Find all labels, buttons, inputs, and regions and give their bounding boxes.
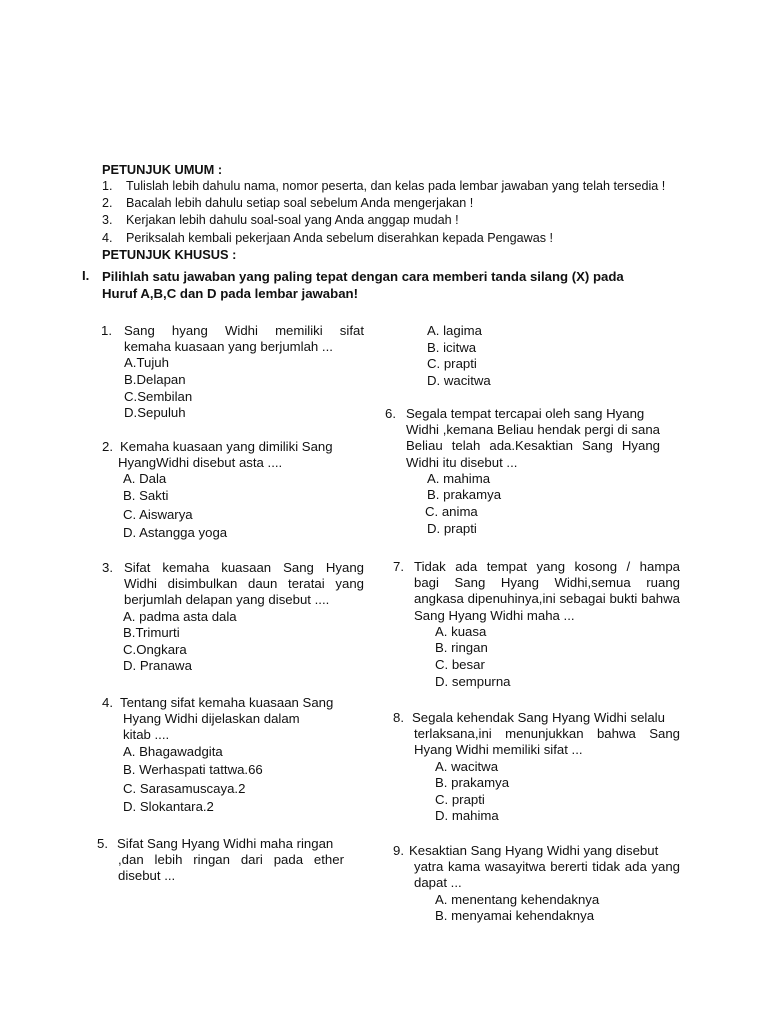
general-instruction-item: 4. Periksalah kembali pekerjaan Anda sebelum diserahkan kepada Pengawas !: [102, 231, 554, 245]
question-5-options: [427, 323, 491, 389]
option-c[interactable]: C. prapti: [427, 356, 477, 372]
question-stem: 3. Sifat kemaha kuasaan Sang Hyang Widhi disimbulkan daun teratai yang berjumlah delapan yang disebut ....: [102, 560, 364, 608]
option-d[interactable]: D. Astangga yoga: [123, 525, 228, 541]
question-stem: 8. Segala kehendak Sang Hyang Widhi selalu terlaksana,ini menunjukkan bahwa Sang Hyang Widhi memiliki sifat ...: [393, 710, 680, 758]
option-b[interactable]: B. prakamya: [427, 487, 502, 503]
question-stem: 6. Segala tempat tercapai oleh sang Hyang Widhi ,kemana Beliau hendak pergi di sana Beliau telah ada.Kesaktian Sang Hyang Widhi itu disebut ...: [385, 406, 660, 470]
option-d[interactable]: D.Sepuluh: [124, 405, 186, 421]
question-stem: 2. Kemaha kuasaan yang dimiliki Sang HyangWidhi disebut asta ....: [102, 439, 333, 471]
option-b[interactable]: B. Sakti: [123, 488, 169, 503]
option-b[interactable]: B. Werhaspati tattwa.66: [123, 762, 263, 778]
option-d[interactable]: D. Slokantara.2: [123, 799, 214, 815]
option-a[interactable]: A.Tujuh: [124, 355, 169, 371]
option-c[interactable]: C. Aiswarya: [123, 506, 193, 522]
question-6: [385, 406, 660, 537]
option-c[interactable]: C.Sembilan: [124, 388, 193, 404]
option-b[interactable]: B. menyamai kehendaknya: [435, 908, 595, 924]
question-3: [102, 560, 364, 675]
option-a[interactable]: A. Dala: [123, 471, 167, 487]
section-instruction: Pilihlah satu jawaban yang paling tepat dengan cara memberi tanda silang (X) pada Huruf A,B,C dan D pada lembar jawaban!: [102, 269, 624, 301]
option-a[interactable]: A. padma asta dala: [123, 608, 237, 624]
question-1: [101, 323, 364, 422]
option-c[interactable]: C. Sarasamuscaya.2: [123, 780, 246, 796]
question-stem: 9. Kesaktian Sang Hyang Widhi yang disebut yatra kama wasayitwa bererti tidak ada yang dapat ...: [393, 843, 680, 891]
general-instruction-item: 3. Kerjakan lebih dahulu soal-soal yang Anda anggap mudah !: [102, 213, 459, 227]
option-b[interactable]: B.Delapan: [124, 372, 186, 387]
option-a[interactable]: A. mahima: [427, 470, 491, 486]
question-7: [393, 559, 680, 690]
option-c[interactable]: C. prapti: [435, 791, 485, 807]
option-a[interactable]: A. lagima: [427, 323, 482, 338]
question-4: [102, 695, 364, 816]
question-stem: 5. Sifat Sang Hyang Widhi maha ringan ,dan lebih ringan dari pada ether disebut ...: [97, 836, 344, 884]
special-instructions-title: PETUNJUK KHUSUS :: [102, 247, 237, 262]
general-instructions-title: PETUNJUK UMUM :: [102, 162, 223, 177]
question-stem: 1. Sang hyang Widhi memiliki sifat kemaha kuasaan yang berjumlah ...: [101, 323, 364, 355]
question-5: [97, 836, 344, 885]
option-c[interactable]: C. besar: [435, 657, 485, 672]
option-d[interactable]: D. sempurna: [435, 673, 511, 689]
option-a[interactable]: A. wacitwa: [435, 758, 499, 774]
question-stem: 7. Tidak ada tempat yang kosong / hampa bagi Sang Hyang Widhi,semua ruang angkasa dipenuhinya,ini sebagai bukti bahwa Sang Hyang Widhi maha ...: [393, 559, 680, 623]
option-d[interactable]: D. mahima: [435, 808, 499, 824]
option-c[interactable]: C.Ongkara: [123, 641, 187, 657]
question-stem: 4. Tentang sifat kemaha kuasaan Sang Hyang Widhi dijelaskan dalam kitab ....: [102, 695, 334, 743]
question-9: [393, 843, 680, 925]
option-a[interactable]: A. Bhagawadgita: [123, 743, 223, 759]
option-d[interactable]: D. Pranawa: [123, 658, 192, 674]
option-a[interactable]: A. kuasa: [435, 623, 487, 639]
section-number: I.: [82, 268, 90, 283]
question-2: [102, 439, 364, 542]
option-c[interactable]: C. anima: [425, 504, 478, 519]
option-d[interactable]: D. prapti: [427, 520, 477, 536]
option-d[interactable]: D. wacitwa: [427, 372, 491, 388]
option-b[interactable]: B.Trimurti: [123, 625, 180, 641]
option-b[interactable]: B. prakamya: [435, 775, 510, 791]
general-instruction-item: 1. Tulislah lebih dahulu nama, nomor peserta, dan kelas pada lembar jawaban yang telah tersedia !: [102, 179, 666, 193]
question-8: [393, 710, 680, 825]
option-a[interactable]: A. menentang kehendaknya: [435, 891, 600, 907]
general-instruction-item: 2. Bacalah lebih dahulu setiap soal sebelum Anda mengerjakan !: [102, 196, 474, 210]
option-b[interactable]: B. icitwa: [427, 339, 477, 355]
option-b[interactable]: B. ringan: [435, 640, 488, 656]
